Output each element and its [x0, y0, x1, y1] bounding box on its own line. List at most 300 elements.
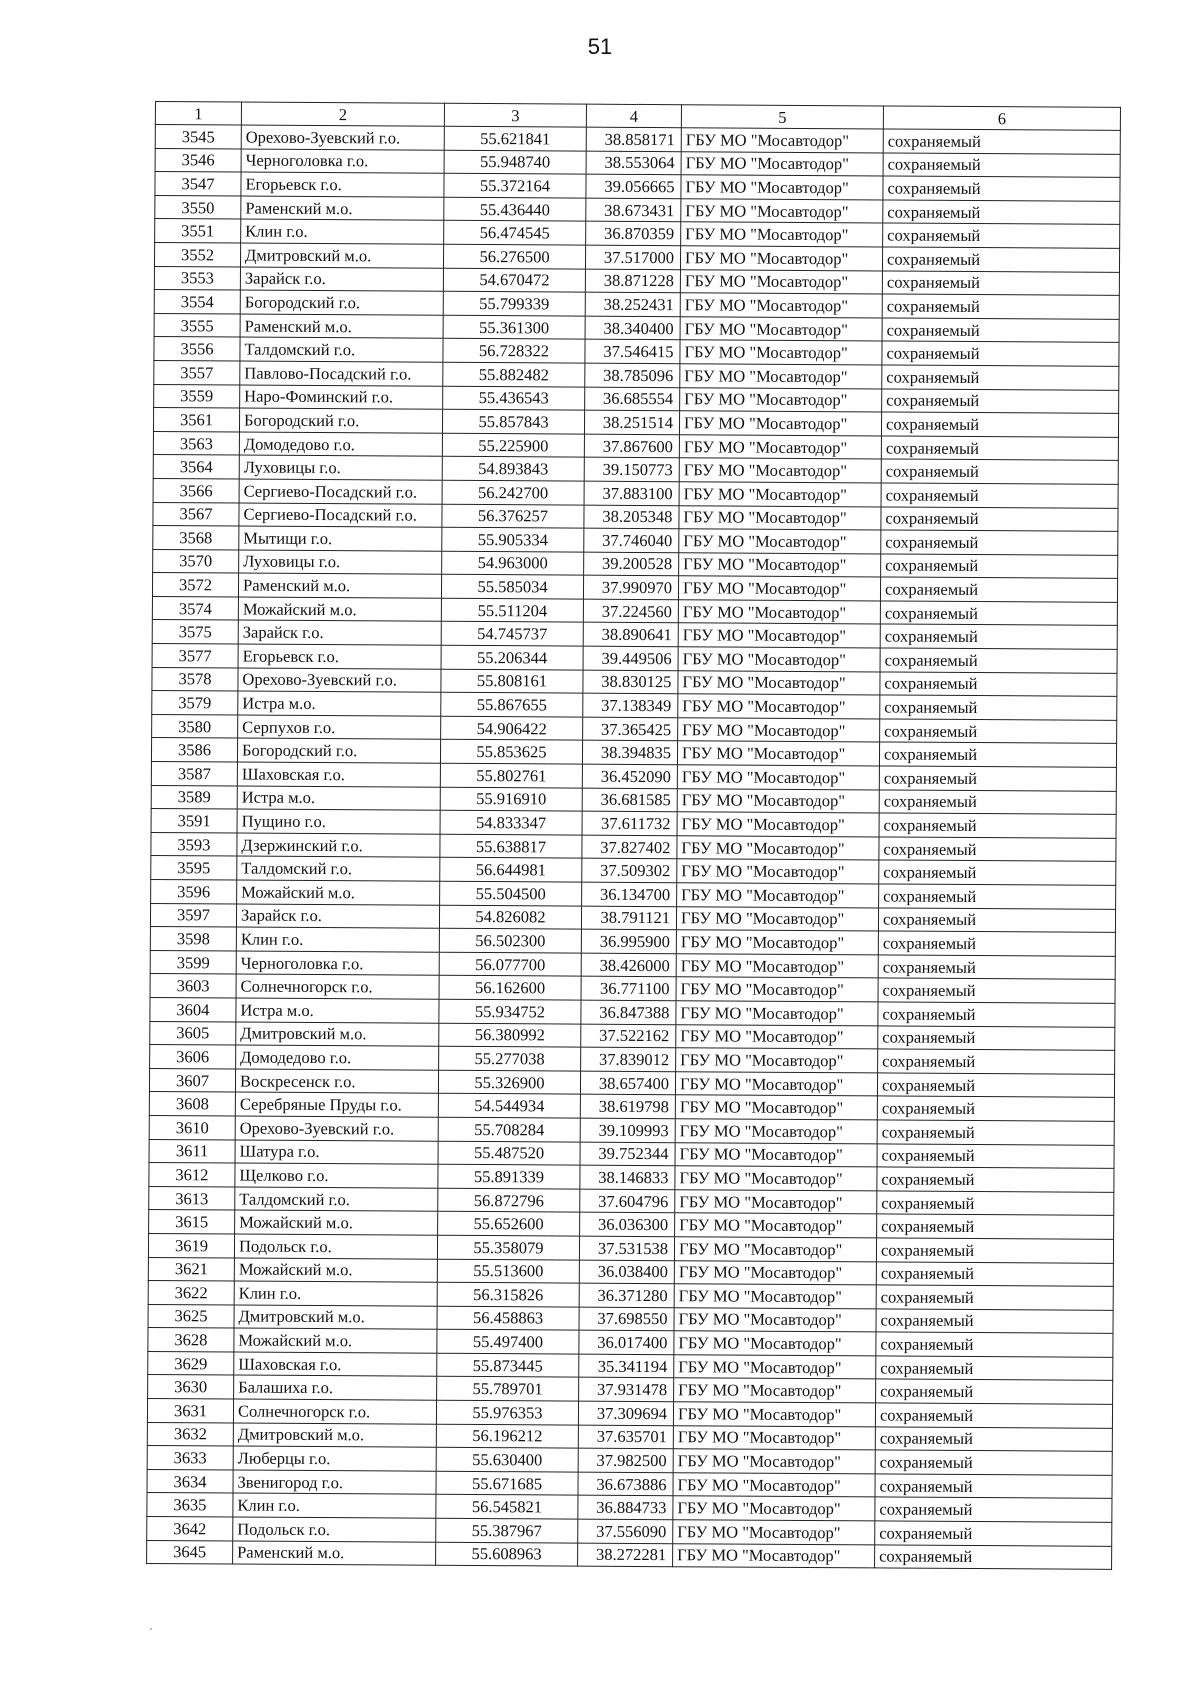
cell-status: сохраняемый	[881, 530, 1118, 555]
cell-longitude: 37.531538	[579, 1236, 674, 1260]
cell-row-number: 3568	[153, 526, 239, 550]
cell-municipality: Истра м.о.	[238, 691, 441, 716]
cell-status: сохраняемый	[879, 837, 1116, 862]
cell-municipality: Можайский м.о.	[234, 1328, 437, 1353]
cell-status: сохраняемый	[878, 1002, 1115, 1027]
cell-organization: ГБУ МО "Мосавтодор"	[679, 505, 881, 530]
cell-municipality: Домодедово г.о.	[236, 1045, 439, 1070]
cell-row-number: 3579	[152, 691, 238, 715]
cell-longitude: 38.657400	[580, 1071, 675, 1095]
cell-organization: ГБУ МО "Мосавтодор"	[675, 1119, 877, 1144]
cell-latitude: 56.474545	[444, 221, 586, 245]
cell-organization: ГБУ МО "Мосавтодор"	[674, 1284, 876, 1309]
cell-status: сохраняемый	[879, 860, 1116, 885]
column-header-4: 4	[586, 104, 681, 128]
cell-status: сохраняемый	[878, 908, 1115, 933]
cell-row-number: 3561	[153, 408, 239, 432]
cell-latitude: 55.621841	[444, 126, 586, 150]
cell-municipality: Истра м.о.	[236, 998, 439, 1023]
cell-status: сохраняемый	[876, 1285, 1113, 1310]
cell-organization: ГБУ МО "Мосавтодор"	[673, 1520, 875, 1545]
cell-longitude: 38.426000	[581, 953, 676, 977]
cell-row-number: 3619	[148, 1233, 234, 1257]
cell-longitude: 37.509302	[582, 859, 677, 883]
cell-latitude: 55.387967	[436, 1518, 578, 1542]
cell-organization: ГБУ МО "Мосавтодор"	[674, 1237, 876, 1262]
cell-municipality: Балашиха г.о.	[234, 1375, 437, 1400]
cell-latitude: 55.976353	[436, 1400, 578, 1424]
cell-longitude: 37.556090	[578, 1519, 673, 1543]
cell-municipality: Подольск г.о.	[234, 1234, 437, 1259]
cell-longitude: 38.252431	[585, 292, 680, 316]
cell-row-number: 3599	[150, 950, 236, 974]
page-number: 51	[587, 34, 613, 59]
cell-longitude: 37.546415	[585, 339, 680, 363]
cell-organization: ГБУ МО "Мосавтодор"	[681, 222, 883, 247]
cell-latitude: 55.671685	[436, 1471, 578, 1495]
column-header-2: 2	[241, 102, 444, 126]
cell-organization: ГБУ МО "Мосавтодор"	[680, 246, 882, 271]
cell-municipality: Клин г.о.	[241, 219, 444, 244]
cell-status: сохраняемый	[880, 672, 1117, 697]
cell-row-number: 3564	[153, 455, 239, 479]
cell-status: сохраняемый	[875, 1427, 1112, 1452]
cell-organization: ГБУ МО "Мосавтодор"	[675, 1213, 877, 1238]
cell-organization: ГБУ МО "Мосавтодор"	[675, 1166, 877, 1191]
cell-organization: ГБУ МО "Мосавтодор"	[675, 1142, 877, 1167]
cell-row-number: 3546	[155, 148, 241, 172]
cell-latitude: 55.857843	[442, 409, 584, 433]
cell-organization: ГБУ МО "Мосавтодор"	[677, 859, 879, 884]
cell-municipality: Богородский г.о.	[237, 738, 440, 763]
cell-row-number: 3547	[155, 172, 241, 196]
cell-municipality: Раменский м.о.	[240, 314, 443, 339]
cell-municipality: Орехово-Зуевский г.о.	[238, 668, 441, 693]
cell-municipality: Можайский м.о.	[235, 1210, 438, 1235]
cell-municipality: Шаховская г.о.	[234, 1352, 437, 1377]
cell-row-number: 3631	[147, 1399, 233, 1423]
cell-organization: ГБУ МО "Мосавтодор"	[679, 411, 881, 436]
cell-row-number: 3593	[151, 832, 237, 856]
cell-organization: ГБУ МО "Мосавтодор"	[676, 1024, 878, 1049]
column-header-6: 6	[883, 106, 1120, 130]
cell-latitude: 55.436543	[443, 386, 585, 410]
cell-latitude: 55.916910	[440, 787, 582, 811]
cell-organization: ГБУ МО "Мосавтодор"	[680, 340, 882, 365]
cell-latitude: 55.504500	[440, 881, 582, 905]
cell-longitude: 39.109993	[580, 1118, 675, 1142]
cell-latitude: 56.458863	[437, 1306, 579, 1330]
cell-row-number: 3586	[151, 738, 237, 762]
cell-latitude: 55.905334	[442, 527, 584, 551]
cell-status: сохраняемый	[883, 223, 1120, 248]
cell-municipality: Серпухов г.о.	[238, 715, 441, 740]
cell-latitude: 56.376257	[442, 504, 584, 528]
cell-latitude: 54.544934	[438, 1094, 580, 1118]
cell-status: сохраняемый	[879, 884, 1116, 909]
cell-status: сохраняемый	[875, 1497, 1112, 1522]
cell-longitude: 37.365425	[583, 717, 678, 741]
cell-latitude: 55.361300	[443, 315, 585, 339]
cell-longitude: 36.685554	[585, 387, 680, 411]
cell-organization: ГБУ МО "Мосавтодор"	[680, 316, 882, 341]
cell-latitude: 55.867655	[441, 693, 583, 717]
cell-longitude: 36.134700	[582, 882, 677, 906]
cell-latitude: 56.380992	[439, 1023, 581, 1047]
cell-status: сохраняемый	[882, 247, 1119, 272]
cell-organization: ГБУ МО "Мосавтодор"	[676, 1048, 878, 1073]
cell-status: сохраняемый	[876, 1238, 1113, 1263]
cell-latitude: 56.077700	[439, 952, 581, 976]
column-header-5: 5	[681, 105, 883, 129]
cell-latitude: 56.872796	[438, 1188, 580, 1212]
cell-municipality: Дмитровский м.о.	[234, 1305, 437, 1330]
cell-municipality: Шатура г.о.	[235, 1140, 438, 1165]
cell-status: сохраняемый	[882, 341, 1119, 366]
cell-municipality: Солнечногорск г.о.	[236, 974, 439, 999]
cell-longitude: 38.340400	[585, 316, 680, 340]
cell-longitude: 38.858171	[586, 127, 681, 151]
cell-municipality: Зарайск г.о.	[240, 267, 443, 292]
cell-status: сохраняемый	[877, 1167, 1114, 1192]
cell-longitude: 37.224560	[583, 599, 678, 623]
cell-municipality: Луховицы г.о.	[239, 550, 442, 575]
cell-organization: ГБУ МО "Мосавтодор"	[677, 836, 879, 861]
cell-row-number: 3566	[153, 478, 239, 502]
cell-status: сохраняемый	[876, 1356, 1113, 1381]
cell-organization: ГБУ МО "Мосавтодор"	[680, 387, 882, 412]
cell-row-number: 3596	[151, 879, 237, 903]
cell-longitude: 36.452090	[582, 764, 677, 788]
cell-latitude: 54.826082	[439, 905, 581, 929]
cell-status: сохраняемый	[879, 790, 1116, 815]
cell-municipality: Дзержинский г.о.	[237, 833, 440, 858]
cell-status: сохраняемый	[875, 1521, 1112, 1546]
cell-longitude: 36.884733	[578, 1496, 673, 1520]
cell-organization: ГБУ МО "Мосавтодор"	[675, 1071, 877, 1096]
cell-longitude: 38.553064	[586, 151, 681, 175]
cell-organization: ГБУ МО "Мосавтодор"	[674, 1331, 876, 1356]
cell-longitude: 37.309694	[578, 1401, 673, 1425]
cell-row-number: 3557	[154, 360, 240, 384]
cell-row-number: 3552	[154, 242, 240, 266]
cell-organization: ГБУ МО "Мосавтодор"	[676, 906, 878, 931]
cell-latitude: 55.585034	[441, 575, 583, 599]
cell-organization: ГБУ МО "Мосавтодор"	[673, 1473, 875, 1498]
cell-status: сохраняемый	[876, 1309, 1113, 1334]
cell-municipality: Истра м.о.	[237, 786, 440, 811]
cell-status: сохраняемый	[877, 1120, 1114, 1145]
cell-municipality: Клин г.о.	[233, 1493, 436, 1518]
cell-municipality: Богородский г.о.	[240, 290, 443, 315]
cell-latitude: 55.882482	[443, 362, 585, 386]
cell-organization: ГБУ МО "Мосавтодор"	[675, 1189, 877, 1214]
cell-status: сохраняемый	[877, 1191, 1114, 1216]
column-header-3: 3	[444, 103, 586, 127]
cell-latitude: 55.277038	[439, 1046, 581, 1070]
cell-organization: ГБУ МО "Мосавтодор"	[674, 1378, 876, 1403]
cell-status: сохраняемый	[879, 766, 1116, 791]
cell-organization: ГБУ МО "Мосавтодор"	[680, 293, 882, 318]
cell-organization: ГБУ МО "Мосавтодор"	[679, 458, 881, 483]
cell-organization: ГБУ МО "Мосавтодор"	[680, 269, 882, 294]
cell-longitude: 36.847388	[581, 1000, 676, 1024]
cell-longitude: 39.200528	[584, 552, 679, 576]
cell-latitude: 56.196212	[436, 1424, 578, 1448]
cell-status: сохраняемый	[881, 412, 1118, 437]
cell-status: сохраняемый	[875, 1545, 1112, 1570]
cell-municipality: Клин г.о.	[234, 1281, 437, 1306]
cell-latitude: 55.638817	[440, 834, 582, 858]
cell-latitude: 55.511204	[441, 598, 583, 622]
cell-latitude: 56.276500	[443, 244, 585, 268]
cell-longitude: 37.698550	[579, 1307, 674, 1331]
cell-latitude: 55.891339	[438, 1164, 580, 1188]
cell-status: сохраняемый	[878, 1049, 1115, 1074]
cell-organization: ГБУ МО "Мосавтодор"	[677, 883, 879, 908]
cell-organization: ГБУ МО "Мосавтодор"	[679, 552, 881, 577]
cell-organization: ГБУ МО "Мосавтодор"	[676, 1001, 878, 1026]
cell-row-number: 3642	[147, 1517, 233, 1541]
cell-latitude: 56.242700	[442, 480, 584, 504]
cell-row-number: 3621	[148, 1257, 234, 1281]
cell-municipality: Зарайск г.о.	[238, 620, 441, 645]
cell-row-number: 3577	[152, 644, 238, 668]
cell-organization: ГБУ МО "Мосавтодор"	[675, 1095, 877, 1120]
scan-speck	[150, 1628, 152, 1630]
cell-row-number: 3633	[147, 1446, 233, 1470]
cell-latitude: 55.487520	[438, 1141, 580, 1165]
cell-organization: ГБУ МО "Мосавтодор"	[678, 600, 880, 625]
cell-status: сохраняемый	[881, 436, 1118, 461]
cell-status: сохраняемый	[882, 318, 1119, 343]
cell-organization: ГБУ МО "Мосавтодор"	[679, 529, 881, 554]
cell-organization: ГБУ МО "Мосавтодор"	[676, 930, 878, 955]
cell-row-number: 3597	[150, 903, 236, 927]
cell-longitude: 35.341194	[579, 1354, 674, 1378]
cell-status: сохраняемый	[881, 459, 1118, 484]
cell-longitude: 38.619798	[580, 1094, 675, 1118]
cell-row-number: 3572	[152, 573, 238, 597]
cell-longitude: 38.205348	[584, 505, 679, 529]
cell-status: сохраняемый	[882, 271, 1119, 296]
cell-longitude: 38.871228	[585, 269, 680, 293]
cell-status: сохраняемый	[875, 1450, 1112, 1475]
cell-municipality: Домодедово г.о.	[239, 432, 442, 457]
cell-organization: ГБУ МО "Мосавтодор"	[681, 198, 883, 223]
cell-status: сохраняемый	[880, 601, 1117, 626]
cell-latitude: 55.358079	[437, 1235, 579, 1259]
cell-longitude: 36.771100	[581, 976, 676, 1000]
cell-latitude: 56.315826	[437, 1282, 579, 1306]
cell-municipality: Дмитровский м.о.	[233, 1423, 436, 1448]
cell-row-number: 3563	[153, 431, 239, 455]
cell-organization: ГБУ МО "Мосавтодор"	[678, 647, 880, 672]
cell-longitude: 37.611732	[582, 811, 677, 835]
cell-municipality: Раменский м.о.	[238, 573, 441, 598]
cell-row-number: 3574	[152, 596, 238, 620]
cell-latitude: 55.708284	[438, 1117, 580, 1141]
cell-row-number: 3613	[149, 1186, 235, 1210]
cell-status: сохраняемый	[881, 506, 1118, 531]
cell-organization: ГБУ МО "Мосавтодор"	[678, 576, 880, 601]
cell-organization: ГБУ МО "Мосавтодор"	[678, 694, 880, 719]
cell-latitude: 55.853625	[440, 740, 582, 764]
cell-longitude: 38.785096	[585, 363, 680, 387]
cell-row-number: 3556	[154, 337, 240, 361]
cell-municipality: Луховицы г.о.	[239, 455, 442, 480]
cell-municipality: Шаховская г.о.	[237, 762, 440, 787]
cell-municipality: Люберцы г.о.	[233, 1446, 436, 1471]
cell-status: сохраняемый	[880, 648, 1117, 673]
cell-organization: ГБУ МО "Мосавтодор"	[681, 175, 883, 200]
cell-row-number: 3578	[152, 667, 238, 691]
cell-organization: ГБУ МО "Мосавтодор"	[674, 1307, 876, 1332]
cell-organization: ГБУ МО "Мосавтодор"	[679, 434, 881, 459]
cell-row-number: 3629	[148, 1351, 234, 1375]
cell-latitude: 55.497400	[437, 1330, 579, 1354]
cell-longitude: 38.394835	[582, 741, 677, 765]
cell-status: сохраняемый	[882, 294, 1119, 319]
cell-row-number: 3622	[148, 1281, 234, 1305]
cell-row-number: 3554	[154, 290, 240, 314]
table-body	[147, 125, 1121, 1570]
cell-latitude: 56.728322	[443, 339, 585, 363]
cell-organization: ГБУ МО "Мосавтодор"	[679, 482, 881, 507]
cell-municipality: Солнечногорск г.о.	[233, 1399, 436, 1424]
cell-row-number: 3625	[148, 1304, 234, 1328]
cell-municipality: Талдомский г.о.	[235, 1187, 438, 1212]
cell-status: сохраняемый	[875, 1403, 1112, 1428]
cell-row-number: 3612	[149, 1163, 235, 1187]
cell-status: сохраняемый	[883, 153, 1120, 178]
cell-status: сохраняемый	[881, 483, 1118, 508]
cell-row-number: 3598	[150, 927, 236, 951]
cell-organization: ГБУ МО "Мосавтодор"	[677, 765, 879, 790]
column-header-1: 1	[155, 102, 241, 126]
cell-status: сохраняемый	[881, 554, 1118, 579]
cell-status: сохраняемый	[882, 388, 1119, 413]
cell-longitude: 37.990970	[583, 575, 678, 599]
cell-organization: ГБУ МО "Мосавтодор"	[676, 977, 878, 1002]
cell-municipality: Воскресенск г.о.	[235, 1069, 438, 1094]
cell-longitude: 38.791121	[581, 906, 676, 930]
cell-latitude: 56.545821	[436, 1495, 578, 1519]
cell-latitude: 55.799339	[443, 291, 585, 315]
cell-latitude: 55.652600	[438, 1212, 580, 1236]
cell-organization: ГБУ МО "Мосавтодор"	[678, 623, 880, 648]
cell-longitude: 37.827402	[582, 835, 677, 859]
cell-organization: ГБУ МО "Мосавтодор"	[680, 364, 882, 389]
cell-municipality: Звенигород г.о.	[233, 1470, 436, 1495]
cell-latitude: 54.745737	[441, 622, 583, 646]
cell-longitude: 37.746040	[584, 528, 679, 552]
cell-municipality: Богородский г.о.	[239, 408, 442, 433]
cell-row-number: 3645	[147, 1540, 233, 1564]
cell-latitude: 56.644981	[440, 858, 582, 882]
cell-row-number: 3611	[149, 1139, 235, 1163]
cell-status: сохраняемый	[878, 931, 1115, 956]
cell-latitude: 55.808161	[441, 669, 583, 693]
cell-municipality: Зарайск г.о.	[236, 904, 439, 929]
cell-municipality: Дмитровский м.о.	[240, 243, 443, 268]
cell-row-number: 3575	[152, 620, 238, 644]
cell-row-number: 3605	[150, 1021, 236, 1045]
cell-row-number: 3580	[152, 714, 238, 738]
cell-longitude: 36.038400	[579, 1260, 674, 1284]
table-row	[147, 1540, 1112, 1569]
cell-municipality: Егорьевск г.о.	[238, 644, 441, 669]
cell-municipality: Орехово-Зуевский г.о.	[241, 125, 444, 150]
cell-municipality: Черноголовка г.о.	[241, 149, 444, 174]
cell-longitude: 37.517000	[585, 245, 680, 269]
cell-municipality: Егорьевск г.о.	[241, 172, 444, 197]
cell-latitude: 55.934752	[439, 999, 581, 1023]
cell-status: сохраняемый	[876, 1261, 1113, 1286]
cell-longitude: 36.017400	[579, 1330, 674, 1354]
cell-latitude: 55.873445	[437, 1353, 579, 1377]
cell-status: сохраняемый	[877, 1214, 1114, 1239]
cell-municipality: Сергиево-Посадский г.о.	[239, 503, 442, 528]
cell-row-number: 3589	[151, 785, 237, 809]
cell-status: сохраняемый	[878, 1025, 1115, 1050]
cell-longitude: 39.150773	[584, 457, 679, 481]
cell-latitude: 55.206344	[441, 645, 583, 669]
cell-latitude: 54.893843	[442, 457, 584, 481]
cell-row-number: 3604	[150, 997, 236, 1021]
cell-row-number: 3634	[147, 1469, 233, 1493]
cell-longitude: 37.982500	[578, 1448, 673, 1472]
cell-row-number: 3606	[150, 1045, 236, 1069]
cell-longitude: 36.036300	[580, 1212, 675, 1236]
cell-longitude: 38.830125	[583, 670, 678, 694]
cell-organization: ГБУ МО "Мосавтодор"	[678, 670, 880, 695]
cell-municipality: Клин г.о.	[236, 927, 439, 952]
cell-municipality: Талдомский г.о.	[237, 856, 440, 881]
cell-row-number: 3551	[155, 219, 241, 243]
cell-longitude: 39.449506	[583, 646, 678, 670]
cell-municipality: Пущино г.о.	[237, 809, 440, 834]
cell-latitude: 54.670472	[443, 268, 585, 292]
cell-municipality: Раменский м.о.	[233, 1541, 436, 1566]
cell-row-number: 3603	[150, 974, 236, 998]
cell-longitude: 37.138349	[583, 693, 678, 717]
cell-longitude: 36.371280	[579, 1283, 674, 1307]
cell-status: сохраняемый	[876, 1332, 1113, 1357]
cell-longitude: 39.752344	[580, 1142, 675, 1166]
cell-organization: ГБУ МО "Мосавтодор"	[673, 1425, 875, 1450]
cell-status: сохраняемый	[877, 1073, 1114, 1098]
cell-organization: ГБУ МО "Мосавтодор"	[681, 128, 883, 153]
cell-organization: ГБУ МО "Мосавтодор"	[674, 1260, 876, 1285]
cell-status: сохраняемый	[878, 955, 1115, 980]
cell-status: сохраняемый	[880, 695, 1117, 720]
cell-municipality: Черноголовка г.о.	[236, 951, 439, 976]
cell-latitude: 55.948740	[444, 150, 586, 174]
cell-municipality: Наро-Фоминский г.о.	[240, 385, 443, 410]
cell-row-number: 3615	[149, 1210, 235, 1234]
cell-municipality: Серебряные Пруды г.о.	[235, 1092, 438, 1117]
cell-longitude: 37.867600	[584, 434, 679, 458]
cell-row-number: 3550	[155, 195, 241, 219]
cell-organization: ГБУ МО "Мосавтодор"	[677, 812, 879, 837]
cell-row-number: 3567	[153, 502, 239, 526]
cell-row-number: 3607	[149, 1068, 235, 1092]
cell-row-number: 3595	[151, 856, 237, 880]
cell-latitude: 54.963000	[442, 551, 584, 575]
cell-longitude: 36.681585	[582, 788, 677, 812]
cell-status: сохраняемый	[876, 1379, 1113, 1404]
